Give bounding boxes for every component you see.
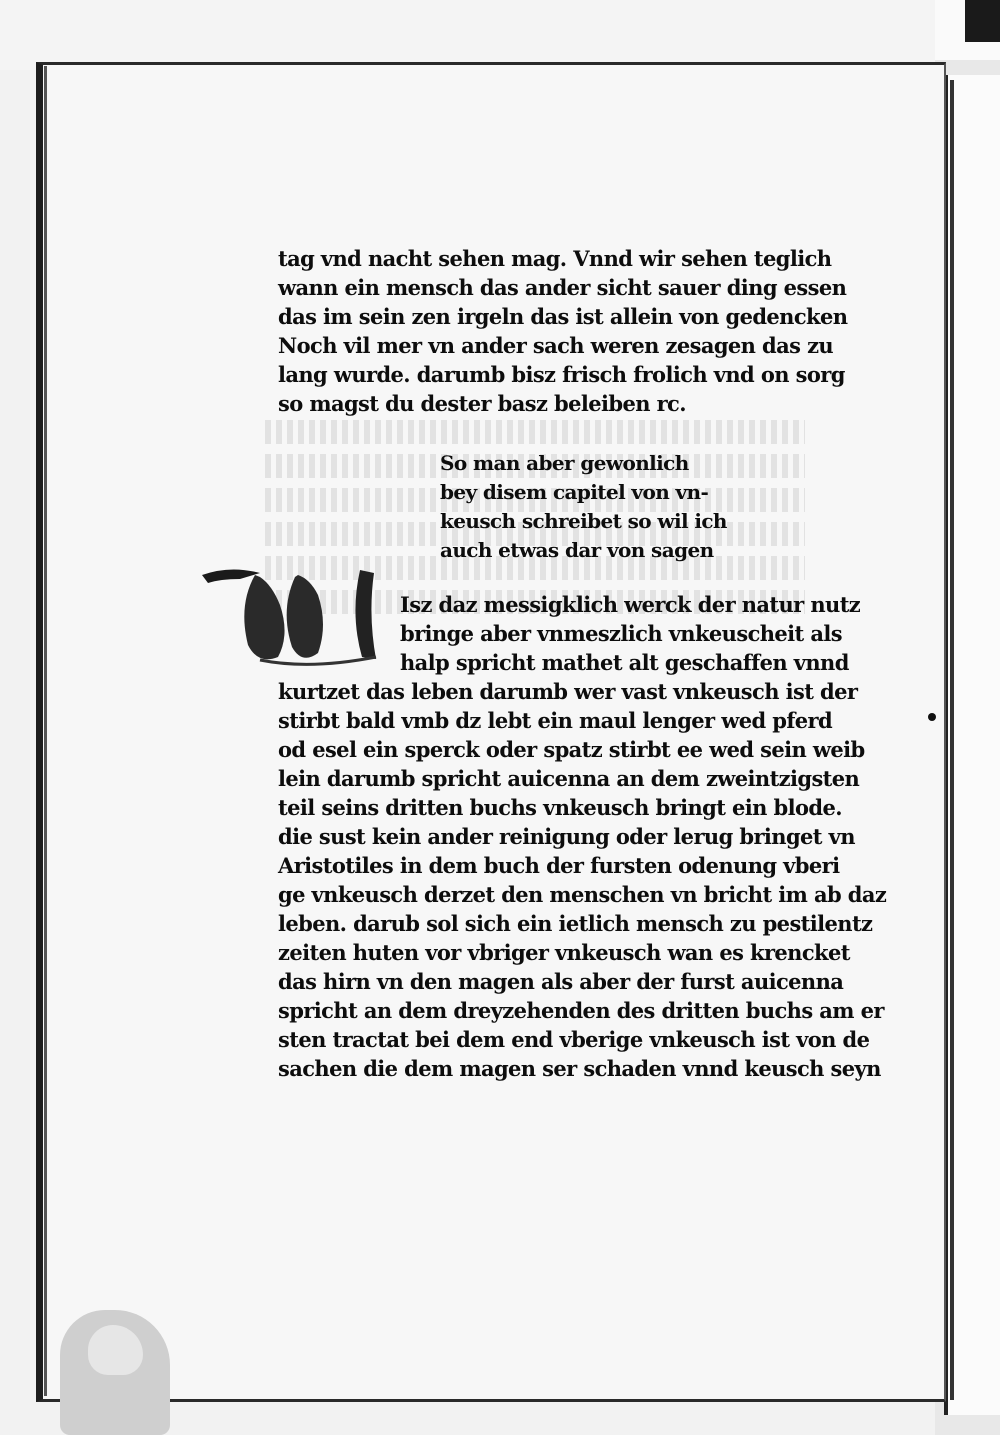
text-line: tag vnd nacht sehen mag. Vnnd wir sehen teglich <box>278 246 832 271</box>
decorated-initial <box>200 565 390 670</box>
text-line: spricht an dem dreyzehenden des dritten buchs am er <box>278 998 884 1023</box>
text-line: das im sein zen irgeln das ist allein von gedencken <box>278 304 848 329</box>
heading-line: bey disem capitel von vn- <box>440 480 709 504</box>
text-line: stirbt bald vmb dz lebt ein maul lenger wed pferd <box>278 708 833 733</box>
ink-mark <box>928 713 936 721</box>
text-line: sachen die dem magen ser schaden vnnd keusch seyn <box>278 1056 881 1081</box>
text-line: Isz daz messigklich werck der natur nutz <box>400 592 861 617</box>
text-line: Noch vil mer vn ander sach weren zesagen das zu <box>278 333 834 358</box>
text-line: sten tractat bei dem end vberige vnkeusch ist von de <box>278 1027 870 1052</box>
text-line: bringe aber vnmeszlich vnkeuscheit als <box>400 621 842 646</box>
text-line: zeiten huten vor vbriger vnkeusch wan es krencket <box>278 940 850 965</box>
heading-line: So man aber gewonlich <box>440 451 689 475</box>
book-clasp <box>965 0 1000 42</box>
text-line: Aristotiles in dem buch der fursten odenung vberi <box>278 853 840 878</box>
adjacent-page-edge <box>950 80 954 1400</box>
heading-line: keusch schreibet so wil ich <box>440 509 727 533</box>
text-line: wann ein mensch das ander sicht sauer ding essen <box>278 275 847 300</box>
text-line: halp spricht mathet alt geschaffen vnnd <box>400 650 849 675</box>
text-line: das hirn vn den magen als aber der furst auicenna <box>278 969 844 994</box>
text-line: lein darumb spricht auicenna an dem zweintzigsten <box>278 766 860 791</box>
text-line: teil seins dritten buchs vnkeusch bringt ein blode. <box>278 795 842 820</box>
text-line: lang wurde. darumb bisz frisch frolich vnd on sorg <box>278 362 845 387</box>
text-line: so magst du dester basz beleiben rc. <box>278 391 686 416</box>
text-line: leben. darub sol sich ein ietlich mensch zu pestilentz <box>278 911 873 936</box>
text-line: od esel ein sperck oder spatz stirbt ee wed sein weib <box>278 737 865 762</box>
text-line: kurtzet das leben darumb wer vast vnkeusch ist der <box>278 679 858 704</box>
page-edge <box>44 66 47 1396</box>
heading-line: auch etwas dar von sagen <box>440 538 714 562</box>
background-top <box>0 0 1000 70</box>
text-line: die sust kein ander reinigung oder lerug bringet vn <box>278 824 855 849</box>
text-line: ge vnkeusch derzet den menschen vn bricht im ab daz <box>278 882 887 907</box>
